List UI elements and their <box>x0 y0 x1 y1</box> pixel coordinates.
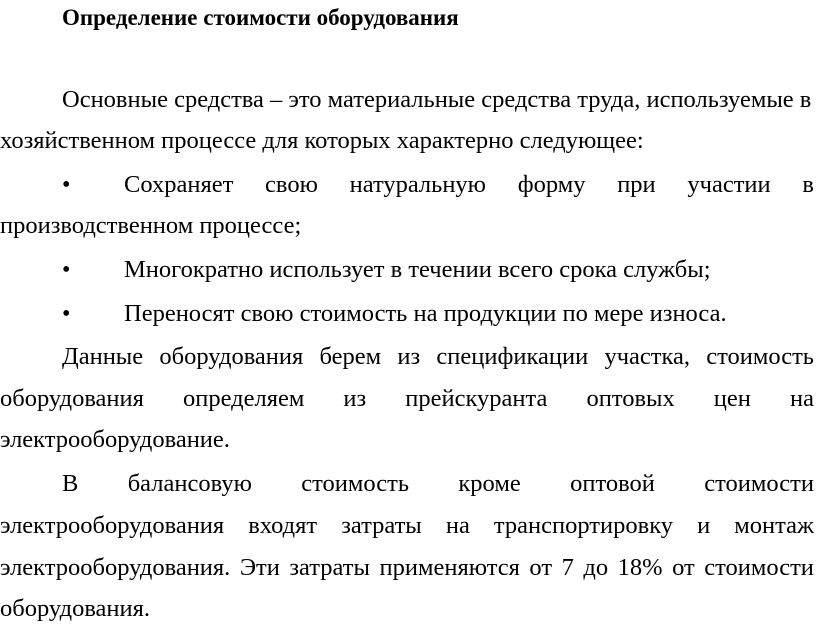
word: участии <box>687 171 771 198</box>
paragraph3-line4: оборудования. <box>0 595 151 622</box>
paragraph1-line1 <box>62 85 814 115</box>
word: на <box>445 512 470 539</box>
paragraph3-line2 <box>0 511 814 541</box>
word: затраты <box>341 512 422 539</box>
word: от <box>529 554 553 581</box>
word: в <box>802 171 814 198</box>
word: электрооборудования. <box>0 554 231 581</box>
word: при <box>617 171 656 198</box>
bullet1-line2: производственном процессе; <box>0 212 302 239</box>
bullet-symbol: • <box>62 257 71 283</box>
word: кроме <box>458 470 521 497</box>
word: оборудования <box>0 385 144 412</box>
bullet2-text: Многократно использует в течении всего срока службы; <box>124 256 711 283</box>
word: монтаж <box>734 512 814 539</box>
word: прейскуранта <box>405 385 548 412</box>
word: оптовой <box>570 470 655 497</box>
word: применяются <box>379 554 520 581</box>
word: стоимость <box>706 343 814 370</box>
paragraph1-line2: хозяйственном процессе для которых характерно следующее: <box>0 127 644 154</box>
paragraph3-line1 <box>62 469 814 499</box>
paragraph2-line3: электрооборудование. <box>0 426 230 453</box>
word: форму <box>517 171 586 198</box>
word: Эти <box>239 554 280 581</box>
word: Данные <box>62 343 144 370</box>
word: участка, <box>604 343 691 370</box>
word: свою <box>265 171 318 198</box>
word: Сохраняет <box>124 171 234 198</box>
bullet-symbol: • <box>62 301 71 327</box>
word: на <box>789 385 814 412</box>
word: и <box>697 512 711 539</box>
paragraph2-line1 <box>62 342 814 372</box>
word: входят <box>248 512 318 539</box>
word: оптовых <box>586 385 675 412</box>
word: электрооборудования <box>0 512 225 539</box>
word: от <box>672 554 695 581</box>
word: оборудования <box>159 343 304 370</box>
word: затраты <box>289 554 370 581</box>
word: из <box>397 343 421 370</box>
paragraph2-line2 <box>0 384 814 414</box>
word: балансовую <box>127 470 252 497</box>
word: берем <box>319 343 382 370</box>
paragraph1-line1-text: Основные средства – это материальные средства труда, используемые в <box>62 86 812 113</box>
word: стоимости <box>704 470 814 497</box>
word: 7 <box>561 554 574 581</box>
word: В <box>62 470 79 497</box>
word: цен <box>713 385 751 412</box>
word: транспортировку <box>493 512 674 539</box>
word: 18% <box>617 554 663 581</box>
paragraph3-line3 <box>0 553 814 583</box>
word: до <box>583 554 609 581</box>
document-title: Определение стоимости оборудования <box>62 5 459 30</box>
word: стоимости <box>704 554 814 581</box>
word: натуральную <box>349 171 486 198</box>
word: спецификации <box>436 343 589 370</box>
word: определяем <box>182 385 305 412</box>
word: стоимость <box>301 470 410 497</box>
bullet-symbol: • <box>62 172 71 198</box>
bullet3-text: Переносят свою стоимость на продукции по мере износа. <box>124 300 727 327</box>
word: из <box>343 385 367 412</box>
bullet1-line1 <box>124 170 814 200</box>
